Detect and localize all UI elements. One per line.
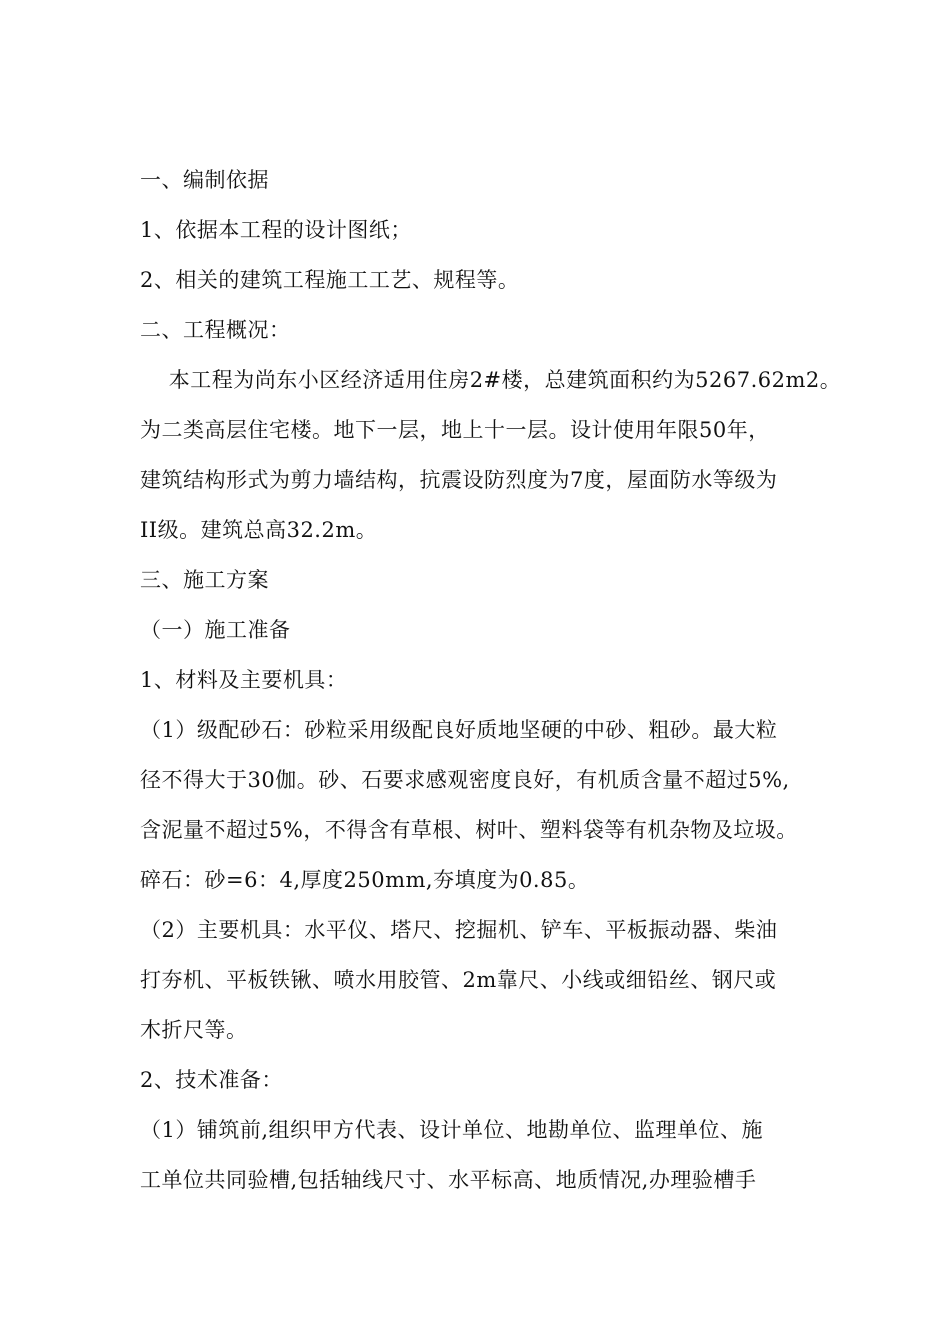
heading-plan: 三、施工方案 [140,568,269,592]
paragraph-line: （1）级配砂石：砂粒采用级配良好质地坚硬的中砂、粗砂。最大粒 [140,718,778,742]
paragraph-line: 碎石：砂=6：4,厚度250mm,夯填度为0.85。 [140,868,590,892]
subheading-materials: 1、材料及主要机具： [140,668,348,692]
paragraph-line: 本工程为尚东小区经济适用住房2#楼，总建筑面积约为5267.62m2。 [140,368,842,392]
heading-basis: 一、编制依据 [140,168,269,192]
paragraph-line: 含泥量不超过5%，不得含有草根、树叶、塑料袋等有机杂物及垃圾。 [140,818,798,842]
paragraph-line: 木折尺等。 [140,1018,248,1042]
paragraph-line: 径不得大于30伽。砂、石要求感观密度良好，有机质含量不超过5%, [140,768,790,792]
heading-overview: 二、工程概况： [140,318,291,342]
subheading-technical: 2、技术准备： [140,1068,283,1092]
paragraph-line: 为二类高层住宅楼。地下一层，地上十一层。设计使用年限50年， [140,418,770,442]
paragraph-line: 2、相关的建筑工程施工工艺、规程等。 [140,268,520,292]
paragraph-line: 建筑结构形式为剪力墙结构，抗震设防烈度为7度，屋面防水等级为 [140,468,778,492]
paragraph-line: 工单位共同验槽,包括轴线尺寸、水平标高、地质情况,办理验槽手 [140,1168,757,1192]
paragraph-line: II级。建筑总高32.2m。 [140,518,378,542]
paragraph-line: 1、依据本工程的设计图纸； [140,218,412,242]
subheading-preparation: （一）施工准备 [140,618,291,642]
paragraph-line: （1）铺筑前,组织甲方代表、设计单位、地勘单位、监理单位、施 [140,1118,764,1142]
paragraph-line: （2）主要机具：水平仪、塔尺、挖掘机、铲车、平板振动器、柴油 [140,918,778,942]
paragraph-line: 打夯机、平板铁锹、喷水用胶管、2m靠尺、小线或细铅丝、钢尺或 [140,968,777,992]
